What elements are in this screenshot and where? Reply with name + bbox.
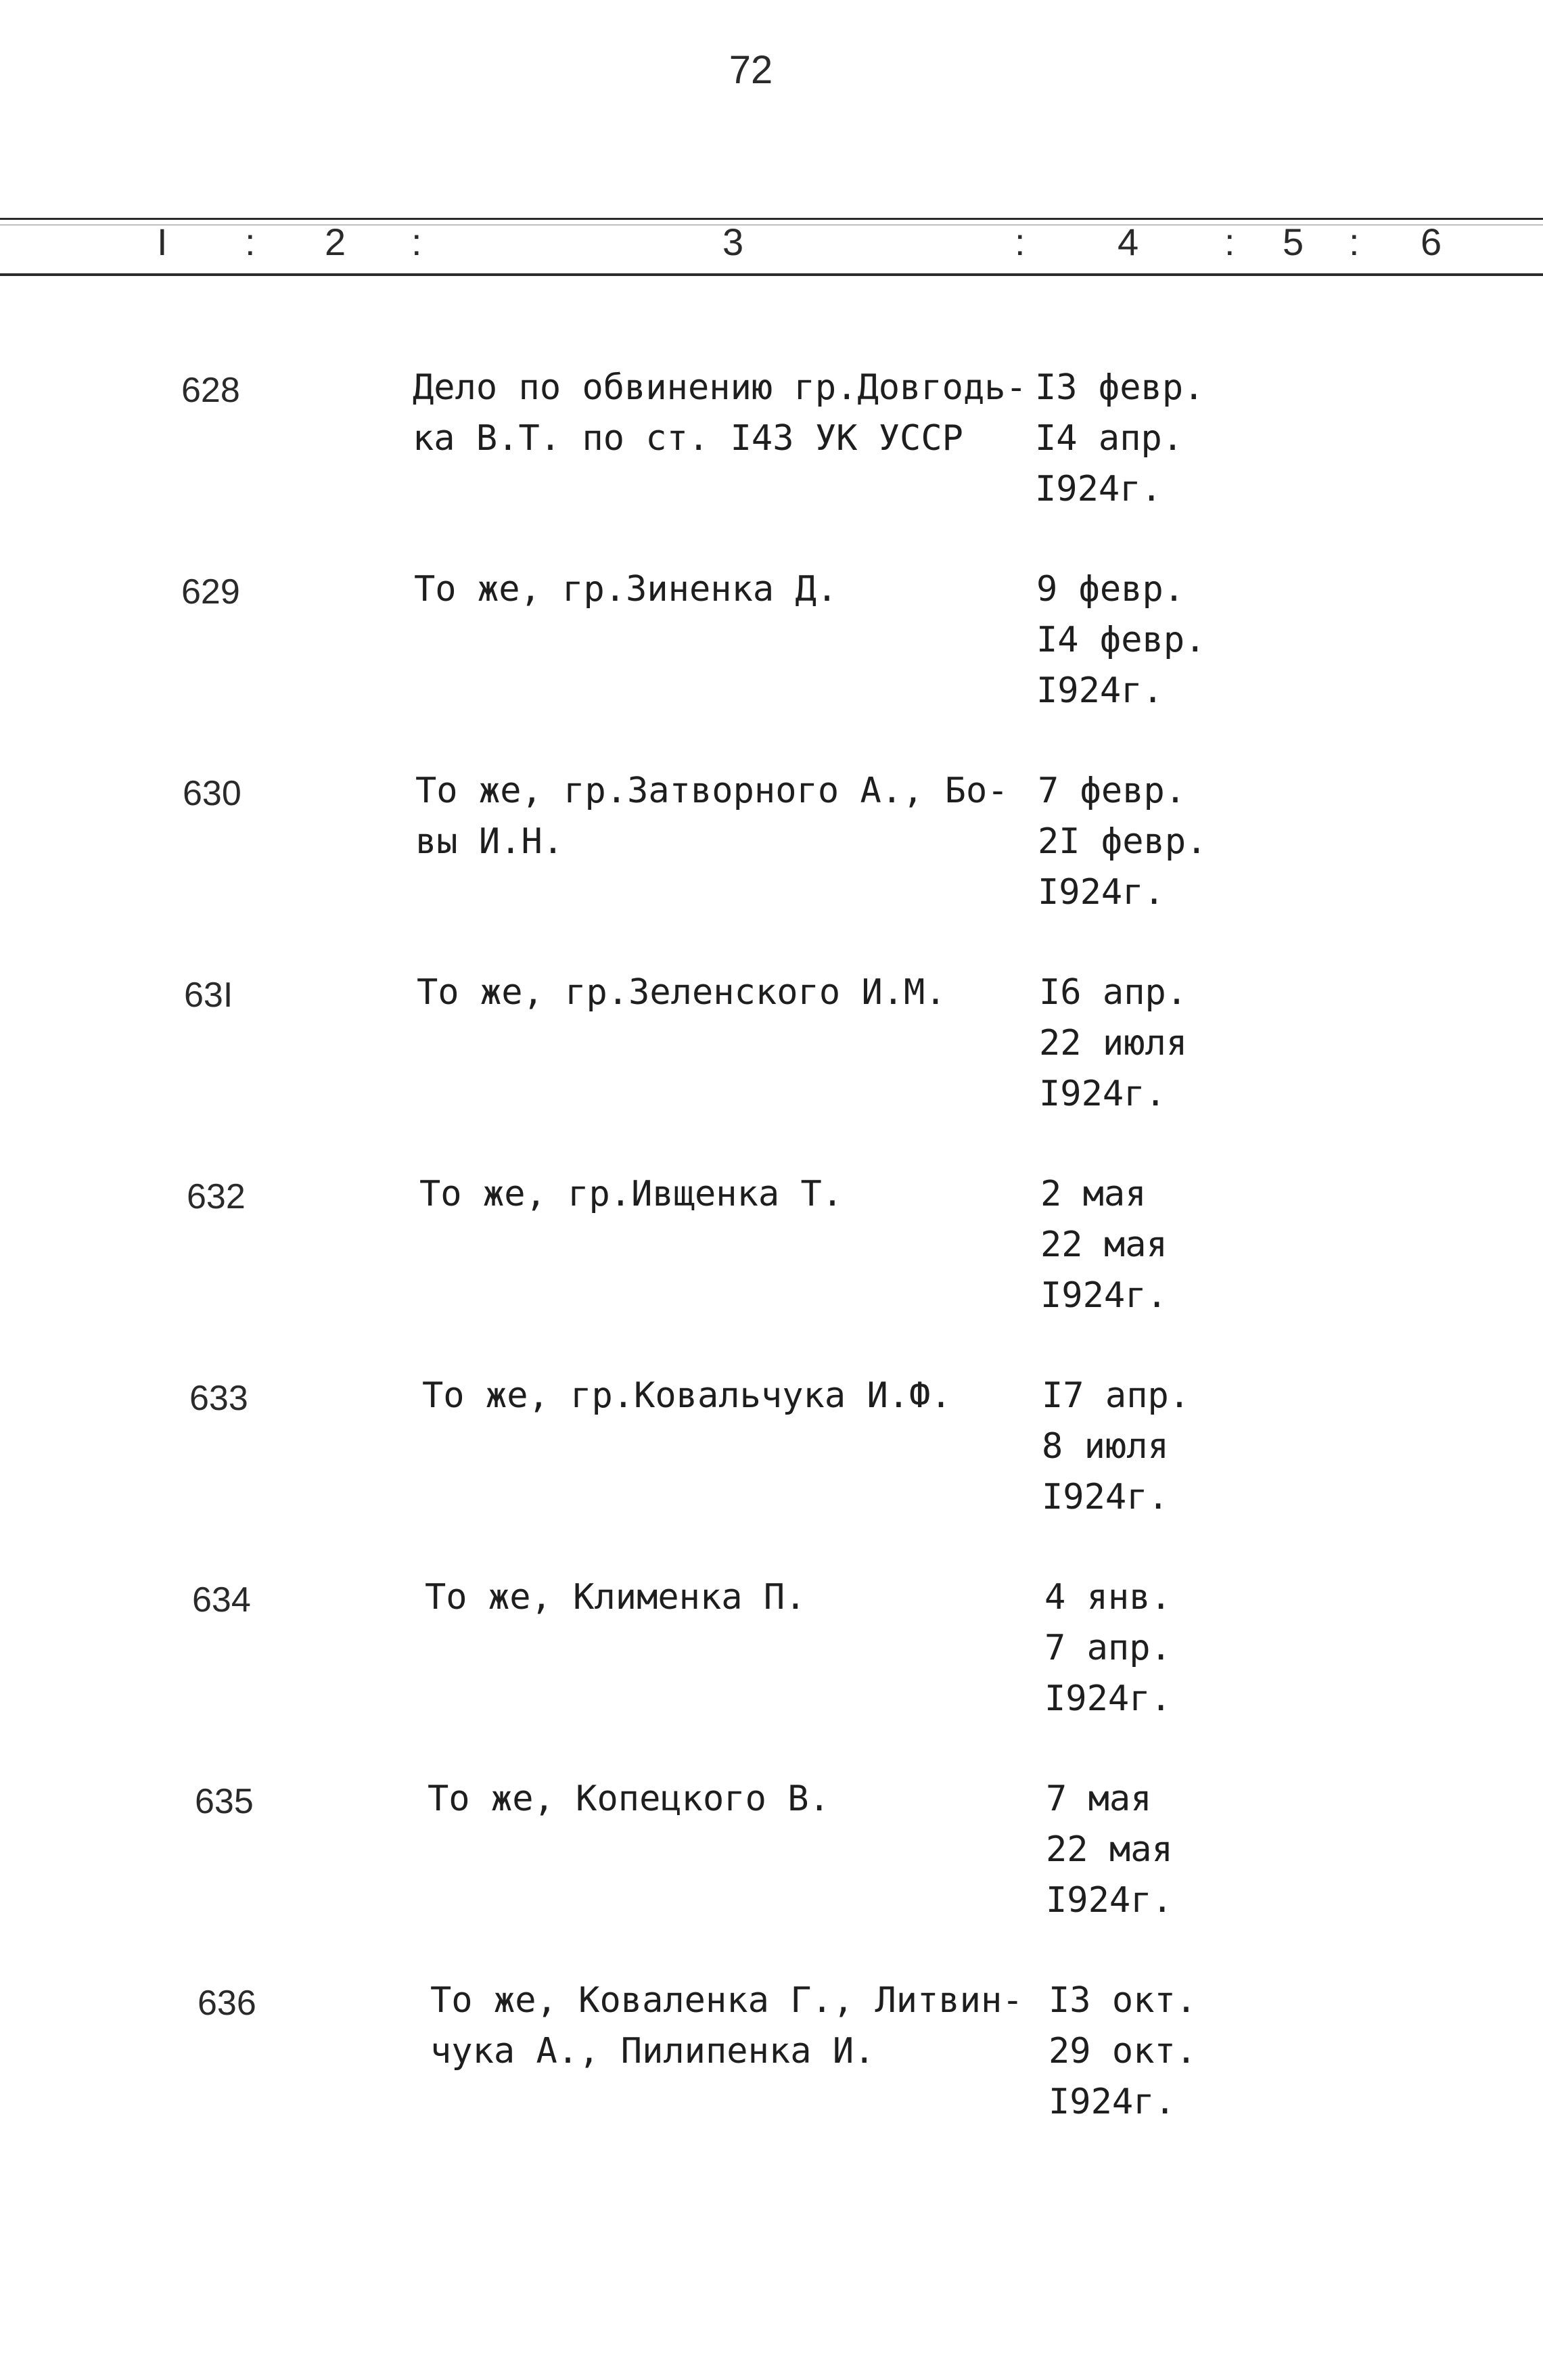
record-dates (1038, 766, 1207, 918)
record-number: 629 (181, 572, 240, 612)
record-date-line: I4 апр. (1035, 418, 1184, 459)
record-title-line: ка В.Т. по ст. I43 УК УССР (413, 418, 963, 459)
record-title-line: Дело по обвинению гр.Довгодь- (413, 367, 1027, 408)
record-title (417, 967, 1026, 1018)
column-header-6: 6 (1421, 221, 1442, 263)
table-header-bottom-rule (0, 273, 1543, 276)
column-separator: : (1349, 221, 1360, 263)
page-number: 72 (729, 48, 773, 92)
record-title-line: То же, гр.Ковальчука И.Ф. (422, 1375, 952, 1416)
record-title-line: То же, Коваленка Г., Литвин- (430, 1980, 1023, 2021)
column-header-4: 4 (1118, 221, 1139, 263)
record-dates (1035, 363, 1204, 515)
table-top-rule (0, 218, 1543, 220)
record-title (425, 1572, 1034, 1623)
record-title (419, 1169, 1028, 1220)
record-date-line: I924г. (1044, 1678, 1172, 1719)
record-date-line: 22 мая (1040, 1225, 1168, 1265)
record-date-line: I4 февр. (1036, 620, 1206, 660)
record-date-line: I924г. (1042, 1477, 1169, 1517)
column-header-5: 5 (1283, 221, 1304, 263)
record-title (430, 1975, 1039, 2077)
record-date-line: I924г. (1036, 670, 1164, 711)
record-date-line: 29 окт. (1049, 2031, 1197, 2072)
record-dates (1046, 1774, 1173, 1926)
column-header-1: I (157, 221, 168, 263)
record-title-line: То же, Клименка П. (425, 1577, 806, 1618)
record-date-line: 2I февр. (1038, 821, 1207, 862)
record-date-line: I7 апр. (1042, 1375, 1191, 1416)
record-date-line: I3 февр. (1035, 367, 1205, 408)
record-title (414, 564, 1023, 615)
record-dates (1042, 1371, 1190, 1523)
record-number: 632 (187, 1177, 246, 1216)
record-title-line: То же, гр.Затворного А., Бо- (415, 771, 1009, 811)
record-dates (1040, 1169, 1168, 1321)
record-title-line: вы И.Н. (415, 821, 564, 862)
column-header-3: 3 (722, 221, 744, 263)
record-date-line: 8 июля (1042, 1426, 1169, 1467)
column-separator: : (411, 221, 422, 263)
record-date-line: I924г. (1039, 1074, 1166, 1114)
record-date-line: 4 янв. (1044, 1577, 1172, 1618)
record-title-line: чука А., Пилипенка И. (430, 2031, 875, 2072)
record-dates (1044, 1572, 1172, 1724)
record-date-line: 22 мая (1046, 1829, 1173, 1870)
record-title (415, 766, 1024, 867)
column-separator: : (1224, 221, 1235, 263)
record-date-line: 7 февр. (1038, 771, 1187, 811)
column-separator: : (245, 221, 256, 263)
record-date-line: I924г. (1040, 1275, 1168, 1316)
record-date-line: 2 мая (1040, 1174, 1147, 1214)
record-title-line: То же, Копецкого В. (428, 1779, 830, 1819)
record-number: 636 (198, 1984, 256, 2023)
record-date-line: I3 окт. (1049, 1980, 1197, 2021)
record-date-line: I6 апр. (1039, 972, 1188, 1013)
record-number: 630 (183, 774, 241, 813)
record-number: 633 (189, 1379, 248, 1418)
record-dates (1036, 564, 1205, 716)
record-date-line: I924г. (1035, 469, 1162, 509)
record-date-line: 7 апр. (1044, 1628, 1172, 1668)
record-title (428, 1774, 1036, 1825)
record-title-line: То же, гр.Ивщенка Т. (419, 1174, 844, 1214)
record-dates (1049, 1975, 1197, 2128)
record-title (422, 1371, 1031, 1421)
record-title (413, 363, 1027, 464)
record-date-line: 22 июля (1039, 1023, 1188, 1063)
record-dates (1039, 967, 1187, 1120)
record-number: 634 (192, 1580, 251, 1620)
record-date-line: 7 мая (1046, 1779, 1152, 1819)
record-title-line: То же, гр.Зиненка Д. (414, 569, 838, 610)
record-number: 628 (181, 371, 240, 410)
record-date-line: 9 февр. (1036, 569, 1185, 610)
column-separator: : (1015, 221, 1026, 263)
record-date-line: I924г. (1049, 2082, 1176, 2122)
record-number: 63I (184, 976, 233, 1015)
record-title-line: То же, гр.Зеленского И.М. (417, 972, 946, 1013)
record-date-line: I924г. (1046, 1880, 1173, 1921)
record-date-line: I924г. (1038, 872, 1165, 913)
column-header-2: 2 (325, 221, 346, 263)
record-number: 635 (195, 1782, 254, 1821)
